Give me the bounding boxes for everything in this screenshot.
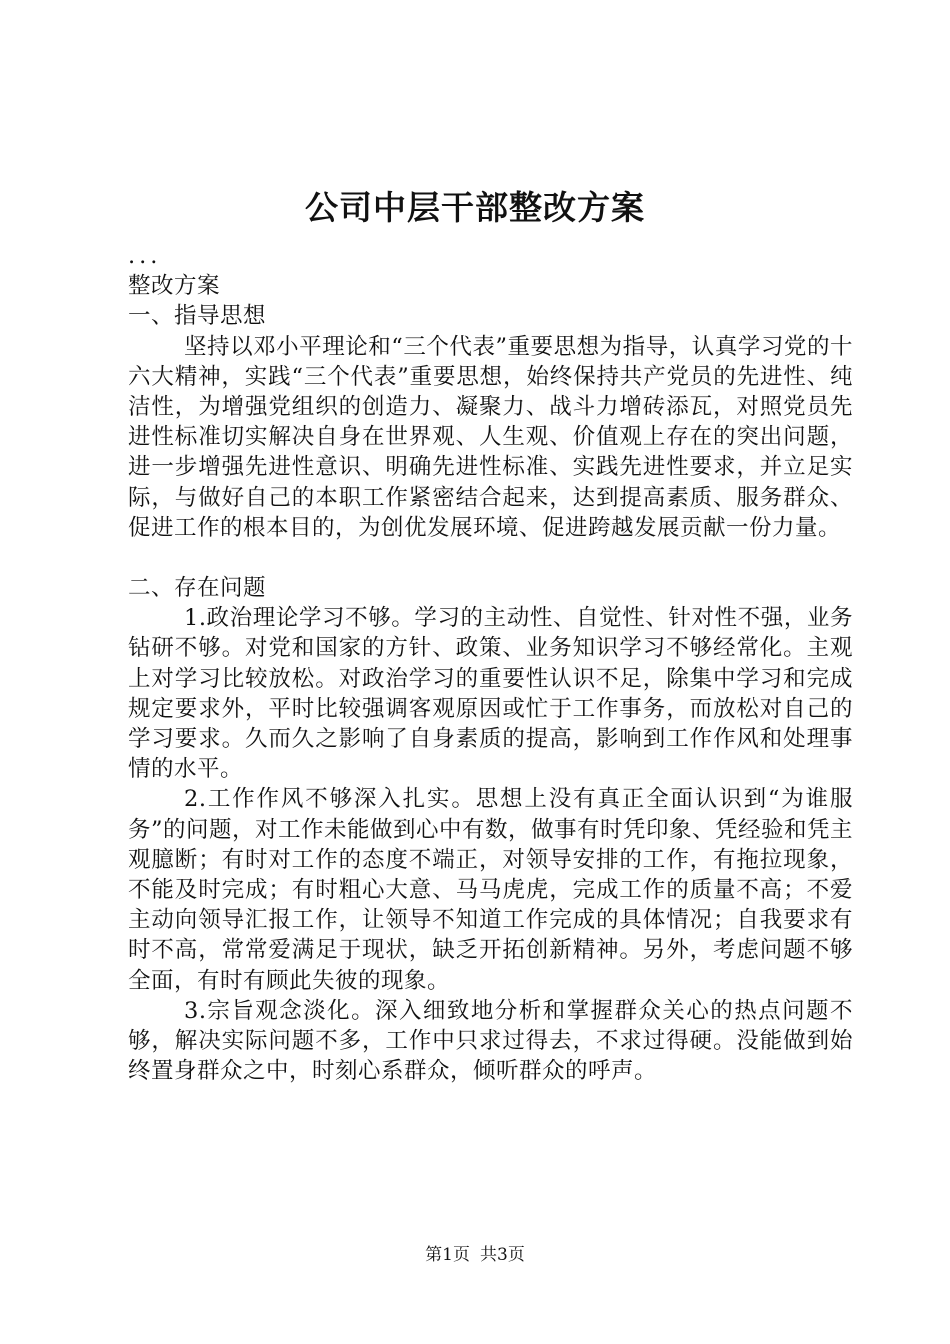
paragraph-spacer (128, 543, 853, 573)
page-number-total: 共3页 (480, 1245, 525, 1265)
page-footer (0, 1243, 950, 1267)
page-number-current: 第1页 (425, 1245, 470, 1265)
guiding-thought-paragraph: 坚持以邓小平理论和“三个代表”重要思想为指导，认真学习党的十六大精神，实践“三个代表”重要思想，始终保持共产党员的先进性、纯洁性，为增强党组织的创造力、凝聚力、战斗力增砖添瓦，对照党员先进性标准切实解决自身在世界观、人生观、价值观上存在的突出问题，进一步增强先进性意识、明确先进性标准、实践先进性要求，并立足实际，与做好自己的本职工作紧密结合起来，达到提高素质、服务群众、促进工作的根本目的，为创优发展环境、促进跨越发展贡献一份力量。 (128, 333, 853, 541)
section-heading-existing-problems: 二、存在问题 (128, 575, 267, 602)
document-subtitle: 整改方案 (128, 273, 221, 300)
page-title: 公司中层干部整改方案 (305, 188, 645, 227)
problem-item-1: 1.政治理论学习不够。学习的主动性、自觉性、针对性不强，业务钻研不够。对党和国家的方针、政策、业务知识学习不够经常化。主观上对学习比较放松。对政治学习的重要性认识不足，除集中学习和完成规定要求外，平时比较强调客观原因或忙于工作事务，而放松对自己的学习要求。久而久之影响了自身素质的提高，影响到工作作风和处理事情的水平。 (128, 605, 853, 783)
document-body (128, 241, 853, 1086)
section-heading-guiding-thought: 一、指导思想 (128, 303, 267, 330)
problem-item-3: 3.宗旨观念淡化。深入细致地分析和掌握群众关心的热点问题不够，解决实际问题不多，工作中只求过得去，不求过得硬。没能做到始终置身群众之中，时刻心系群众，倾听群众的呼声。 (128, 997, 853, 1085)
problem-item-2: 2.工作作风不够深入扎实。思想上没有真正全面认识到“为谁服务”的问题，对工作未能做到心中有数，做事有时凭印象、凭经验和凭主观臆断；有时对工作的态度不端正，对领导安排的工作，有拖拉现象，不能及时完成；有时粗心大意、马马虎虎，完成工作的质量不高；不爱主动向领导汇报工作，让领导不知道工作完成的具体情况；自我要求有时不高，常常爱满足于现状，缺乏开拓创新精神。另外，考虑问题不够全面，有时有顾此失彼的现象。 (128, 786, 854, 994)
ellipsis-text: ... (128, 243, 162, 269)
